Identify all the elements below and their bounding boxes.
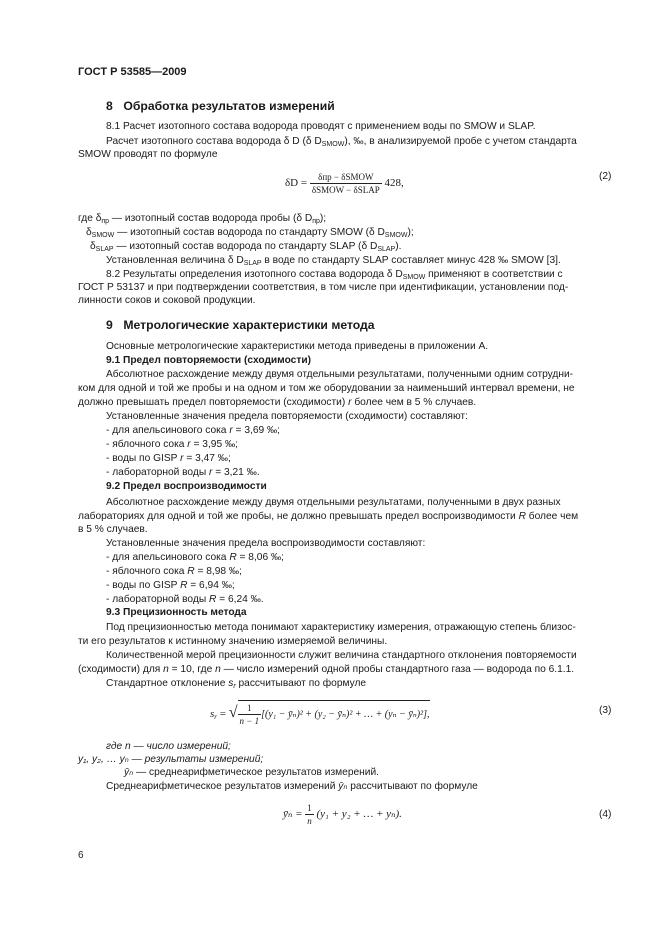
reproducibility-item: - яблочного сока R = 8,98 ‰;	[106, 566, 242, 577]
page-number: 6	[78, 850, 84, 861]
section-8-heading	[106, 99, 335, 113]
subsection-9-1-heading: 9.1 Предел повторяемости (сходимости)	[106, 355, 311, 366]
para-9-2-line2: лабораториях для одной и той же пробы, не должно превышать предел воспроизводимости R более чем	[78, 511, 579, 522]
para-8-1-calc-line1: Расчет изотопного состава водорода δ D (δ DSMOW), ‰, в анализируемой пробе с учетом стандарта	[106, 136, 577, 148]
equation-number-4: (4)	[599, 809, 612, 820]
where-n: где n — число измерений;	[106, 741, 231, 752]
para-9-3-line1: Под прецизионностью метода понимают характеристику измерения, отражающую степень близос-	[106, 622, 576, 633]
formula-2-fraction	[310, 172, 382, 195]
section-8-number: 8	[106, 99, 113, 113]
para-9-1-line2: ком для одной и той же пробы и на одном и том же оборудовании за наименьший интервал времени, не	[78, 383, 575, 394]
subsection-9-2-heading: 9.2 Предел воспроизводимости	[106, 481, 267, 492]
formula-2-numerator: δпр − δSMOW	[310, 172, 382, 184]
repeatability-item: - воды по GISP r = 3,47 ‰;	[106, 453, 231, 464]
para-9-3-line3: Количественной мерой прецизионности служит величина стандартного отклонения повторяемости	[106, 650, 577, 661]
formula-2-denominator: δSMOW − δSLAP	[311, 185, 380, 195]
formula-3: sr = √ $\frac{1}{n - 1}$ [(y₁ − ȳₙ)² + (y₂ − ȳₙ)² + … + (yₙ − ȳₙ)²],	[210, 700, 430, 726]
para-8-2-line3: линности соков и соковой продукции.	[78, 295, 256, 306]
reproducibility-item: - лабораторной воды R = 6,24 ‰.	[106, 594, 264, 605]
para-9-1-line1: Абсолютное расхождение между двумя отдельными результатами, полученными одним сотрудни-	[106, 369, 574, 380]
formula-2: δD = $\frac{\text{δпр − δSMOW}}{\text{δSMOW − δSLAP}}$ 428,	[285, 172, 404, 195]
equation-number-3: (3)	[599, 705, 612, 716]
repeatability-item: - для апельсинового сока r = 3,69 ‰;	[106, 425, 281, 436]
where-line-3: δSLAP — изотопный состав водорода по стандарту SLAP (δ DSLAP).	[90, 241, 402, 253]
section-9-number: 9	[106, 318, 113, 332]
document-header: ГОСТ Р 53585—2009	[78, 66, 187, 78]
para-9-2-line1: Абсолютное расхождение между двумя отдельными результатами, полученными в двух разных	[106, 497, 561, 508]
sqrt-symbol: √	[228, 704, 238, 722]
section-9-heading	[106, 318, 375, 332]
reproducibility-item: - воды по GISP R = 6,94 ‰;	[106, 580, 235, 591]
reproducibility-item: - для апельсинового сока R = 8,06 ‰;	[106, 552, 284, 563]
para-9-2-values-intro: Установленные значения предела воспроизводимости составляют:	[106, 538, 426, 549]
subsection-9-3-heading: 9.3 Прецизионность метода	[106, 607, 247, 618]
para-9-1-line3: должно превышать предел повторяемости (сходимости) r более чем в 5 % случаев.	[78, 397, 477, 408]
section-8-title: Обработка результатов измерений	[123, 99, 335, 113]
para-slap-value: Установленная величина δ DSLAP в воде по стандарту SLAP составляет минус 428 ‰ SMOW [3].	[106, 255, 561, 267]
para-8-2-line1: 8.2 Результаты определения изотопного состава водорода δ DSMOW применяют в соответствии с	[106, 269, 563, 281]
where-line-2: δSMOW — изотопный состав водорода по стандарту SMOW (δ DSMOW);	[86, 227, 414, 239]
where-line-1: где δпр — изотопный состав водорода пробы (δ Dпр);	[78, 213, 327, 225]
formula-4: ȳₙ = $\frac{1}{n}$ (y₁ + y₂ + … + yₙ).	[283, 803, 402, 826]
para-9-1-values-intro: Установленные значения предела повторяемости (сходимости) составляют:	[106, 411, 468, 422]
para-9-3-line4: (сходимости) для n = 10, где n — число измерений одной пробы стандартного газа — водорода по 6.1.1.	[78, 664, 575, 675]
where-y: y₁, y₂, … yₙ — результаты измерений;	[78, 754, 264, 765]
para-8-1-calc-line2: SMOW проводят по формуле	[78, 149, 218, 160]
where-ybar: ȳₙ — среднеарифметическое результатов измерений.	[124, 767, 379, 778]
para-9-intro: Основные метрологические характеристики метода приведены в приложении А.	[106, 341, 489, 352]
para-8-1: 8.1 Расчет изотопного состава водорода проводят с применением воды по SMOW и SLAP.	[106, 121, 536, 132]
para-9-3-line2: ти его результатов к истинному значению измеряемой величины.	[78, 636, 388, 647]
para-9-2-line3: в 5 % случаев.	[78, 524, 148, 535]
para-mean-intro: Среднеарифметическое результатов измерений ȳₙ рассчитывают по формуле	[106, 781, 478, 792]
para-9-3-line5: Стандартное отклонение sr рассчитывают по формуле	[106, 678, 367, 690]
equation-number-2: (2)	[599, 171, 612, 182]
formula-3-radicand: $\frac{1}{n - 1}$ [(y₁ − ȳₙ)² + (y₂ − ȳₙ)² + … + (yₙ − ȳₙ)²],	[238, 700, 430, 726]
repeatability-item: - яблочного сока r = 3,95 ‰;	[106, 439, 238, 450]
para-8-2-line2: ГОСТ Р 53137 и при подтверждении соответствия, в том числе при идентификации, установлении под-	[78, 282, 569, 293]
section-9-title: Метрологические характеристики метода	[123, 318, 375, 332]
repeatability-item: - лабораторной воды r = 3,21 ‰.	[106, 467, 260, 478]
